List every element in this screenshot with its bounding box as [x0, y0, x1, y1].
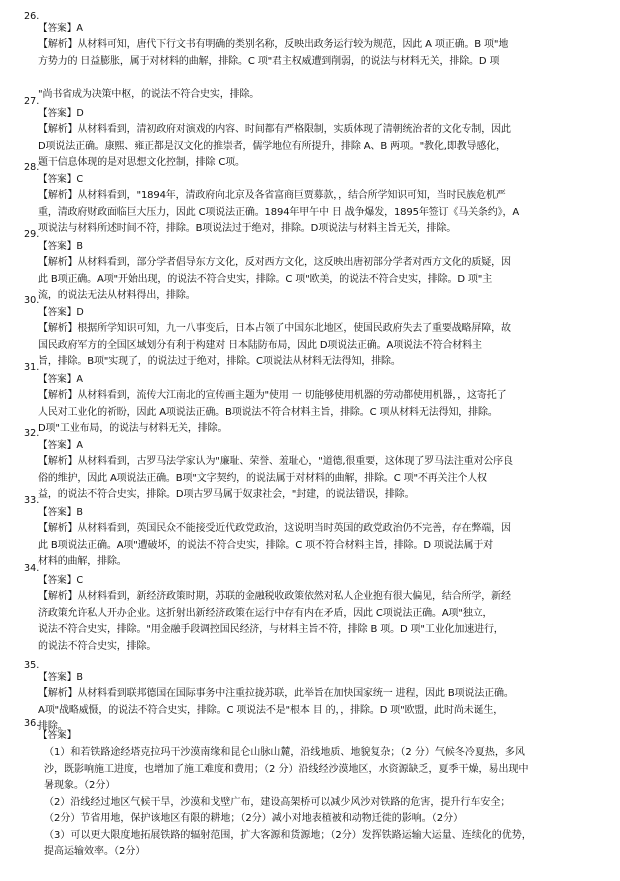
explanation-line: 【解析】从材料看到，古罗马法学家认为"廉耻、荣誉、羞耻心，"道德,很重要，这体现了罗马法注重对公序良	[38, 456, 513, 467]
answer-36-line: 沙，既影响施工进度，也增加了施工难度和费用；（2 分）沿线经沙漠地区，水资源缺乏，夏季干燥，易出现中	[44, 763, 529, 775]
answer-label: 【答案】A	[38, 440, 83, 451]
explanation-block	[38, 521, 606, 571]
explanation-line: 【解析】从材料看到，"1894年，清政府向北京及各省富商巨贾募款，，结合所学知识可知，当时民族危机严	[38, 190, 506, 201]
explanation-line: 俗的维护，因此 A项说法正确。B项"文字契约，的说法属于对材料的曲解，排除。C 项"不再关注个人权	[38, 472, 487, 484]
explanation-line: 【解析】从材料看到，英国民众不能接受近代政党政治，这说明当时英国的政党政治仍不完善，存在弊端，因	[38, 523, 511, 534]
explanation-line: 【解析】从材料看到，新经济政策时期，苏联的金融税收政策依然对私人企业抱有很大偏见，结合所学，新经	[38, 591, 511, 602]
explanation-line: 济政策允许私人开办企业。这折射出新经济政策在运行中存有内在矛盾，因此 C项说法正确。A项"独立，	[38, 607, 493, 619]
explanation-line: 的说法不符合史实，排除。	[38, 640, 157, 652]
answer-label: 【答案】A	[38, 374, 83, 385]
answer-label: 【答案】B	[38, 241, 83, 252]
question-number: 29.	[24, 229, 40, 240]
question-number: 35.	[24, 660, 40, 671]
answer-label: 【答案】	[38, 730, 77, 741]
explanation-line: 【解析】根据所学知识可知，九一八事变后，日本占领了中国东北地区，使国民政府失去了重要战略屏障，故	[38, 323, 511, 334]
explanation-line: 说法不符合史实，排除。"用金融手段调控国民经济，与材料主旨不符，排除 B 项。D 项"工业化加速进行，	[38, 624, 504, 635]
explanation-line: 人民对工业化的祈盼，因此 A项说法正确。B项说法不符合材料主旨，排除。C 项从材料无法得知，排除。	[38, 406, 498, 418]
explanation-line: D项说法正确。康熙、雍正都是汉文化的推崇者，儒学地位有所提升，排除 A、B 两项。"教化,即教导感化，	[38, 140, 506, 152]
explanation-line: 材料的曲解，排除。	[38, 556, 127, 567]
question-number: 28.	[24, 162, 40, 173]
explanation-block	[38, 188, 606, 238]
explanation-line: 方势力的 日益膨胀，属于对材料的曲解，排除。C 项"君主权威遭到削弱，的说法与材料无关，排除。D 项	[38, 55, 500, 67]
answer-label: 【答案】D	[38, 108, 84, 119]
explanation-block	[38, 388, 606, 438]
explanation-line: 流，的说法无法从材料得出，排除。	[38, 290, 196, 301]
explanation-line: 【解析】从材料看到，流传大江南北的宣传画主题为"使用 一 切能够使用机器的劳动都使用机器，，这寄托了	[38, 390, 507, 401]
answer-36-line: 暑现象。（2分）	[44, 780, 116, 791]
question-number: 36.	[24, 718, 40, 729]
explanation-line: A项"战略威慑，的说法不符合史实，排除。C 项说法不是"根本 目 的，，排除。D 项"欧盟，此时尚未诞生，	[38, 704, 504, 716]
explanation-line: 此 B项正确。A项"开始出现，的说法不符合史实，排除。C 项"欧美，的说法不符合史实，排除。D 项"主	[38, 273, 493, 285]
question-number: 27.	[24, 96, 40, 107]
explanation-line: 【解析】从材料看到，部分学者倡导东方文化，反对西方文化，这反映出唐初部分学者对西方文化的质疑，因	[38, 257, 511, 268]
explanation-line: 重，清政府财政面临巨大压力，因此 C项说法正确。1894年甲午中 日 战争爆发，1895年签订《马关条约》，A	[38, 206, 520, 218]
explanation-line: 排除。	[38, 721, 68, 732]
explanation-block	[38, 454, 606, 504]
explanation-line: 【解析】从材料看到联邦德国在国际事务中注重拉拢苏联，此举旨在加快国家统一 进程，因此 B项说法正确。	[38, 688, 514, 699]
explanation-line: 题干信息体现的是对思想文化控制，排除 C项。	[38, 157, 245, 168]
explanation-line: 项说法与材料所述时间不符，排除。B项说法过于绝对，排除。D项说法与材料主旨无关，排除。	[38, 223, 457, 234]
question-number: 31.	[24, 362, 40, 373]
answer-label: 【答案】A	[38, 23, 83, 34]
question-number: 30.	[24, 295, 40, 306]
answer-label: 【答案】B	[38, 672, 83, 683]
question-number: 33.	[24, 495, 40, 506]
answer-label: 【答案】B	[38, 507, 83, 518]
explanation-block	[38, 37, 606, 103]
answer-36-line: （2）沿线经过地区气候干旱，沙漠和戈壁广布，建设高架桥可以减少风沙对铁路的危害，提升行车安全；	[44, 796, 511, 808]
question-number: 34.	[24, 563, 40, 574]
explanation-block	[38, 686, 606, 736]
explanation-line: 旨，排除。B项"实现了，的说法过于绝对，排除。C项说法从材料无法得知，排除。	[38, 356, 401, 367]
explanation-block	[38, 321, 606, 371]
explanation-line: 此 B项说法正确。A项"遭破坏，的说法不符合史实，排除。C 项不符合材料主旨，排除。D 项说法属于对	[38, 539, 494, 551]
explanation-line: D项"工业布局，的说法与材料无关，排除。	[38, 423, 228, 434]
explanation-line: 【解析】从材料可知，唐代下行文书有明确的类别名称，反映出政务运行较为规范，因此 A 项正确。B 项"地	[38, 39, 509, 50]
question-number: 26.	[24, 11, 40, 22]
explanation-line: 【解析】从材料看到，清初政府对演戏的内容、时间都有严格限制，实质体现了清朝统治者的文化专制，因此	[38, 124, 511, 135]
explanation-line: "尚书省成为决策中枢，的说法不符合史实，排除。	[38, 88, 260, 100]
explanation-line	[38, 70, 606, 87]
answer-label: 【答案】C	[38, 575, 84, 586]
explanation-line: 益，的说法不符合史实，排除。D项古罗马属于奴隶社会，"封建，的说法错误，排除。	[38, 489, 415, 500]
explanation-line: 国民政府军方的全国区域划分有利于构建对 日本陆防布局，因此 D项说法正确。A项说法不符合材料主	[38, 339, 482, 351]
answer-36-line: 提高运输效率。（2分）	[44, 846, 146, 857]
answer-label: 【答案】C	[38, 174, 84, 185]
answer-36-line: （2分）节省用地，保护该地区有限的耕地；（2分）减小对地表植被和动物迁徙的影响。（2分）	[44, 813, 464, 824]
question-number: 32.	[24, 428, 40, 439]
explanation-block	[38, 589, 606, 655]
answer-36-block	[44, 745, 604, 861]
answer-36-line: （1）和若铁路途经塔克拉玛干沙漠南缘和昆仑山脉山麓，沿线地质、地貌复杂；（2 分）气候冬冷夏热，多风	[44, 747, 525, 758]
explanation-block	[38, 122, 606, 172]
answer-label: 【答案】D	[38, 307, 84, 318]
answer-36-line: （3）可以更大限度地拓展铁路的辐射范围，扩大客源和货源地；（2分）发挥铁路运输大运量、连续化的优势，	[44, 829, 532, 841]
explanation-block	[38, 255, 606, 305]
